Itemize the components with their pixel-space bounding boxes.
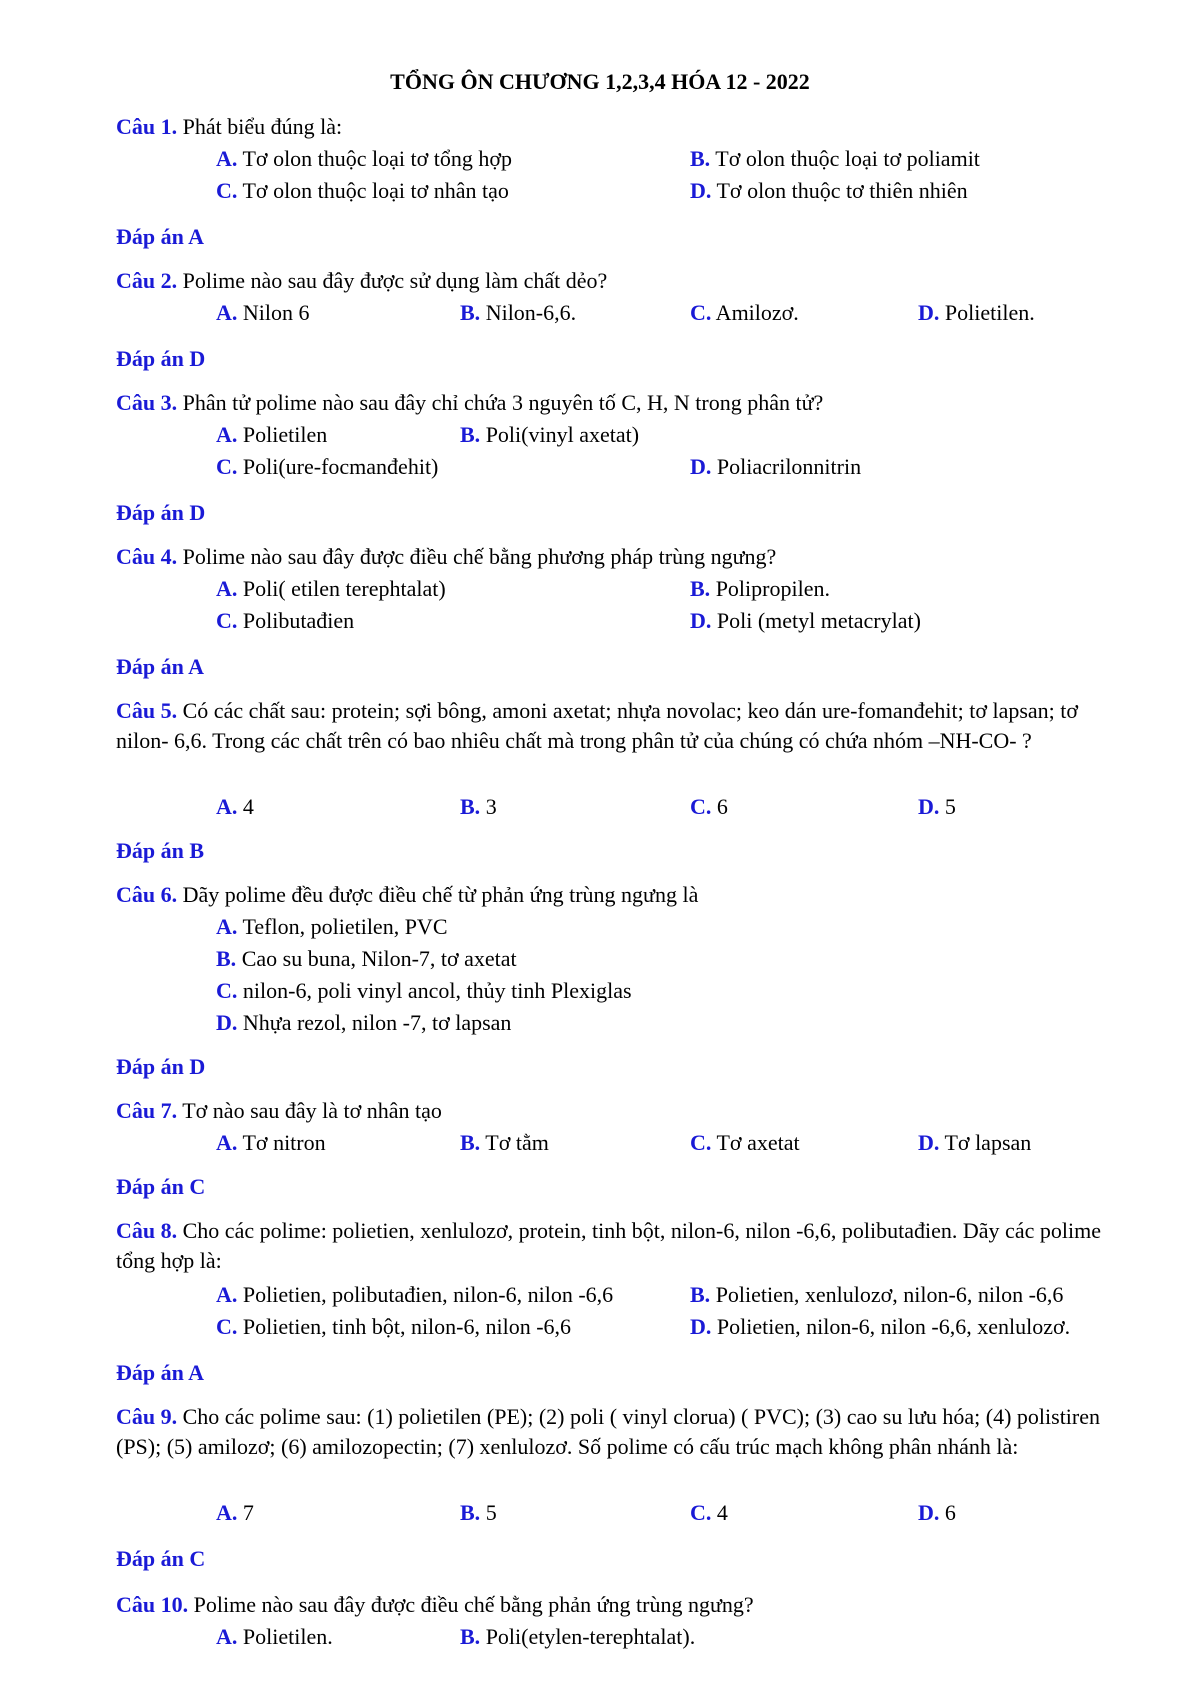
question-text: Có các chất sau: protein; sợi bông, amoni axetat; nhựa novolac; keo dán ure-fomanđehit; tơ lapsan; tơ nilon- 6,6. Trong các chất trên có bao nhiêu chất mà trong phân tử của chúng có chứa nhóm –NH-CO- ? (116, 698, 1079, 753)
option-a: A. Tơ olon thuộc loại tơ tổng hợp (216, 146, 513, 171)
option-b: B. Tơ olon thuộc loại tơ poliamit (690, 146, 980, 171)
answer: Đáp án A (116, 1360, 205, 1385)
option-d: D. Tơ olon thuộc tơ thiên nhiên (690, 178, 968, 203)
option-d: D. Poli (metyl metacrylat) (690, 608, 921, 633)
option-d: D. 5 (918, 794, 956, 819)
option-a: A. Polietien, polibutađien, nilon-6, nilon -6,6 (216, 1282, 614, 1307)
option-d: D. Polietien, nilon-6, nilon -6,6, xenlulozơ. (690, 1314, 1071, 1339)
option-b: B. Tơ tằm (460, 1130, 549, 1155)
answer: Đáp án D (116, 346, 206, 371)
question-label: Câu 4. (116, 544, 178, 569)
option-a: A. Tơ nitron (216, 1130, 326, 1155)
question-label: Câu 3. (116, 390, 178, 415)
option-d: D. Nhựa rezol, nilon -7, tơ lapsan (216, 1010, 512, 1035)
option-c: C. nilon-6, poli vinyl ancol, thủy tinh Plexiglas (216, 978, 632, 1003)
question-label: Câu 8. (116, 1218, 178, 1243)
question-5 (116, 696, 1126, 756)
option-b: B. Poli(etylen-terephtalat). (460, 1624, 696, 1649)
question-text: Polime nào sau đây được sử dụng làm chất dẻo? (177, 268, 608, 293)
question-6 (116, 880, 698, 910)
question-label: Câu 2. (116, 268, 178, 293)
question-9 (116, 1402, 1126, 1462)
option-a: A. Teflon, polietilen, PVC (216, 914, 448, 939)
question-7 (116, 1096, 442, 1126)
option-c: C. Tơ olon thuộc loại tơ nhân tạo (216, 178, 509, 203)
question-label: Câu 7. (116, 1098, 178, 1123)
question-10 (116, 1590, 754, 1620)
answer: Đáp án C (116, 1546, 206, 1571)
answer: Đáp án D (116, 500, 206, 525)
page-title: TỔNG ÔN CHƯƠNG 1,2,3,4 HÓA 12 - 2022 (390, 69, 810, 94)
question-text: Phát biểu đúng là: (177, 114, 343, 139)
option-c: C. Amilozơ. (690, 300, 799, 325)
question-label: Câu 10. (116, 1592, 189, 1617)
option-b: B. Poli(vinyl axetat) (460, 422, 640, 447)
question-text: Polime nào sau đây được điều chế bằng phương pháp trùng ngưng? (177, 544, 777, 569)
question-text: Phân tử polime nào sau đây chỉ chứa 3 nguyên tố C, H, N trong phân tử? (177, 390, 824, 415)
question-label: Câu 1. (116, 114, 178, 139)
question-8 (116, 1216, 1126, 1276)
option-b: B. Polietien, xenlulozơ, nilon-6, nilon -6,6 (690, 1282, 1064, 1307)
question-label: Câu 6. (116, 882, 178, 907)
answer: Đáp án A (116, 224, 205, 249)
option-b: B. 5 (460, 1500, 497, 1525)
option-b: B. 3 (460, 794, 497, 819)
option-a: A. Poli( etilen terephtalat) (216, 576, 446, 601)
option-c: C. Polietien, tinh bột, nilon-6, nilon -6,6 (216, 1314, 572, 1339)
question-4 (116, 542, 776, 572)
question-3 (116, 388, 823, 418)
option-c: C. Poli(ure-focmanđehit) (216, 454, 439, 479)
question-text: Dãy polime đều được điều chế từ phản ứng trùng ngưng là (177, 882, 699, 907)
option-d: D. Tơ lapsan (918, 1130, 1032, 1155)
answer: Đáp án B (116, 838, 205, 863)
option-c: C. Polibutađien (216, 608, 355, 633)
question-1 (116, 112, 342, 142)
option-b: B. Polipropilen. (690, 576, 830, 601)
option-c: C. 4 (690, 1500, 728, 1525)
question-text: Tơ nào sau đây là tơ nhân tạo (177, 1098, 442, 1123)
option-a: A. 7 (216, 1500, 254, 1525)
answer: Đáp án D (116, 1054, 206, 1079)
option-a: A. 4 (216, 794, 254, 819)
question-text: Cho các polime sau: (1) polietilen (PE); (2) poli ( vinyl clorua) ( PVC); (3) cao su lưu hóa; (4) polistiren (PS); (5) amilozơ; (6) amilozopectin; (7) xenlulozơ. Số polime có cấu trúc mạch không phân nhánh là: (116, 1404, 1101, 1459)
option-a: A. Polietilen. (216, 1624, 333, 1649)
option-a: A. Nilon 6 (216, 300, 310, 325)
option-a: A. Polietilen (216, 422, 328, 447)
question-2 (116, 266, 607, 296)
option-d: D. 6 (918, 1500, 956, 1525)
question-text: Polime nào sau đây được điều chế bằng phản ứng trùng ngưng? (188, 1592, 754, 1617)
answer: Đáp án A (116, 654, 205, 679)
option-d: D. Polietilen. (918, 300, 1035, 325)
option-c: C. Tơ axetat (690, 1130, 800, 1155)
option-d: D. Poliacrilonnitrin (690, 454, 862, 479)
question-label: Câu 5. (116, 698, 178, 723)
option-c: C. 6 (690, 794, 728, 819)
question-text: Cho các polime: polietien, xenlulozơ, protein, tinh bột, nilon-6, nilon -6,6, polibutađien. Dãy các polime tổng hợp là: (116, 1218, 1101, 1273)
question-label: Câu 9. (116, 1404, 178, 1429)
option-b: B. Cao su buna, Nilon-7, tơ axetat (216, 946, 517, 971)
option-b: B. Nilon-6,6. (460, 300, 577, 325)
answer: Đáp án C (116, 1174, 206, 1199)
